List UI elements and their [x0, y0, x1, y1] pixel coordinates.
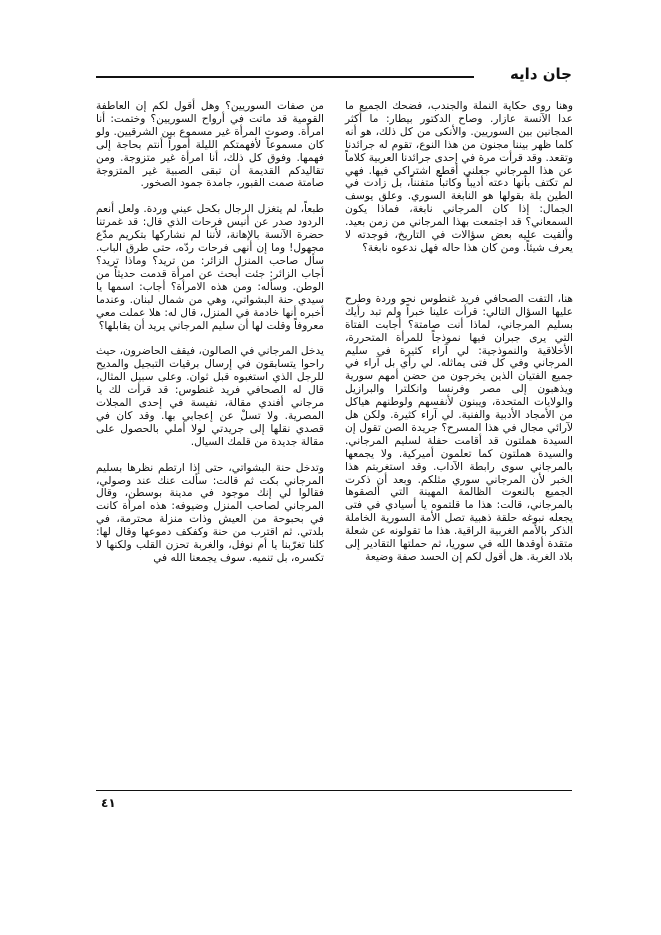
paragraph: وتدخل حنة البشواتي، حتى إذا ارتطم نظرها بسليم المرجاني بكت ثم قالت: سألت عنك عند وصولي، فقالوا لي إنك موجود في مدينة بوسطن، وقال المرجاني لصاحب المنزل وضيوفه: هذه امرأة كانت في بحبوحة من العيش وذات منزلة محترمة، في بلدتي. ثم اقترب من حنة وكفكف دموعها وقال لها: كلنا تغرّبنا يا أم نوفل، والغربة تحزن القلب ولكنها لا تكسره، بل تنميه. سوف يجمعنا الله في — [96, 461, 324, 564]
page-header — [96, 64, 572, 88]
text-column-right — [345, 100, 573, 564]
paragraph: من صفات السوريين؟ وهل أقول لكم إن العاطفة القومية قد ماتت في أرواح السوريين؟ وختمت: أنا امرأة. وصوت المرأة غير مسموع بين الشرقيين. ولو كان مسموعاً لأفهمتكم الليلة أموراً أنتم بحاجة إلى فهمها. وفوق كل ذلك، أنا امرأة غير متزوجة. ومن تقاليدكم القديمة أن تبقى الصبية غير المتزوجة صامتة صمت القبور، جامدة جمود الصخور. — [96, 100, 324, 190]
paragraph: هنا، التفت الصحافي فريد غنطوس نحو وردة وطرح عليها السؤال التالي: قرأت علينا خبراً ولم تبد رأيك بسليم المرجاني، لماذا أنت صامتة؟ أجابت الفتاة التي يرى جبران فيها نموذجاً للمرأة المتحررة، الأخلاقية والنموذجية: لي آراء كثيرة في سليم المرجاني وفي كل فتى يماثله. لي رأي بل آراء في جميع الفتيان الذين يخرجون من حضن أمهم سورية ويذهبون إلى مصر وفرنسا وانكلترا والبرازيل والولايات المتحدة، ويبنون لأنفسهم ولوطنهم هياكل من الأمجاد الأدبية والفنية. لي آراء كثيرة. ولكن هل لآرائي مجال في هذا المسرح؟ جريدة الصن تقول إن السيدة هملتون قد أقامت حفلة لسليم المرجاني. والسيدة هملتون كما تعلمون أميركية. ولا يجمعها بالمرجاني سوى رابطة الآداب. وقد استغربتم هذا الخبر لأن المرجاني سوري مثلكم. وبعد أن ذكرت الجميع بالنعوت الظالمة المهينة التي ألصقوها بالمرجاني، قالت: هذا ما قلتموه يا أسيادي في فتى يجعله نبوغه حلقة ذهبية تصل الأمة السورية الخاملة الذكر بالأمم الغربية الراقية. هذا ما تقولونه عن شعلة متقدة أوقدها الله في سوريا، ثم حملتها التقادير إلى بلاد الغربة. هل أقول لكم إن الحسد صفة وضيعة — [345, 292, 573, 563]
paragraph: وهنا روى حكاية النملة والجندب، فضحك الجميع ما عدا الآنسة عازار. وصاح الدكتور بيطار: ما أكثر المجانين بين السوريين. والأنكى من كل ذلك، هو أنه كلما ظهر بيننا مجنون من هذا النوع، تقوم له جرائدنا وتقعد. وقد قرأت مرة في إحدى جرائدنا العربية كلاماً عن هذا المرجاني جعلني أقطع اشتراكي فيها. فهي لم تكتف بأنها دعته أديباً وكاتباً متفنناً، بل زادت في الطين بلة بقولها هو النابغة السوري. وعلق يوسف الجمال: إذا كان المرجاني نابغة، فماذا يكون السمعاني؟ قد اجتمعت بهذا المرجاني من زمن بعيد. وألقيت عليه بعض سؤالات في التاريخ، فوجدته لا يعرف شيئاً. ومن كان هذا حاله فهل ندعوه نابغة؟ — [345, 100, 573, 254]
author-name-header: جان دايه — [509, 65, 572, 83]
paragraph: طبعاً، لم يتغزل الرجال بكحل عيني وردة. ولعل أنعم الردود صدر عن أنيس فرحات الذي قال: قد غمرتنا حضرة الآنسة بالإهانة، لأننا لم نشاركها بتكريم مدّع مجهول! وما إن أنهى فرحات ردّه، حتى طرق الباب. سأل صاحب المنزل الزائر: من تريد؟ وماذا تريد؟ أجاب الزائر: جئت أبحث عن امرأة قدمت حديثاً من الوطن. وسأله: ومن هذه الامرأة؟ أجاب: اسمها يا سيدي حنة البشواتي، وهي من شمال لبنان. وعندما أخبره أنها خادمة في المنزل، قال له: هلا عملت معي معروفاً وقلت لها أن سليم المرجاني يريد أن يقابلها؟ — [96, 203, 324, 332]
page-number: ٤١ — [101, 796, 116, 810]
footer-rule — [96, 790, 572, 791]
paragraph: يدخل المرجاني في الصالون، فيقف الحاضرون، حيث راحوا يتسابقون في إرسال برقيات التبجيل والمديح للرجل الذي استغبوه قبل ثوان. وعلى سبيل المثال، قال له الصحافي فريد غنطوس: قد قرأت لك يا مرجاني أفندي مقالة، نفيسة في إحدى المجلات المصرية. ولا تسلْ عن إعجابي بها. وقد كان في قصدي نقلها إلى جريدتي لولا أملي بالحصول على مقالة جديدة من قلمك السيال. — [96, 345, 324, 448]
header-rule — [96, 76, 474, 78]
text-column-left — [96, 100, 324, 565]
